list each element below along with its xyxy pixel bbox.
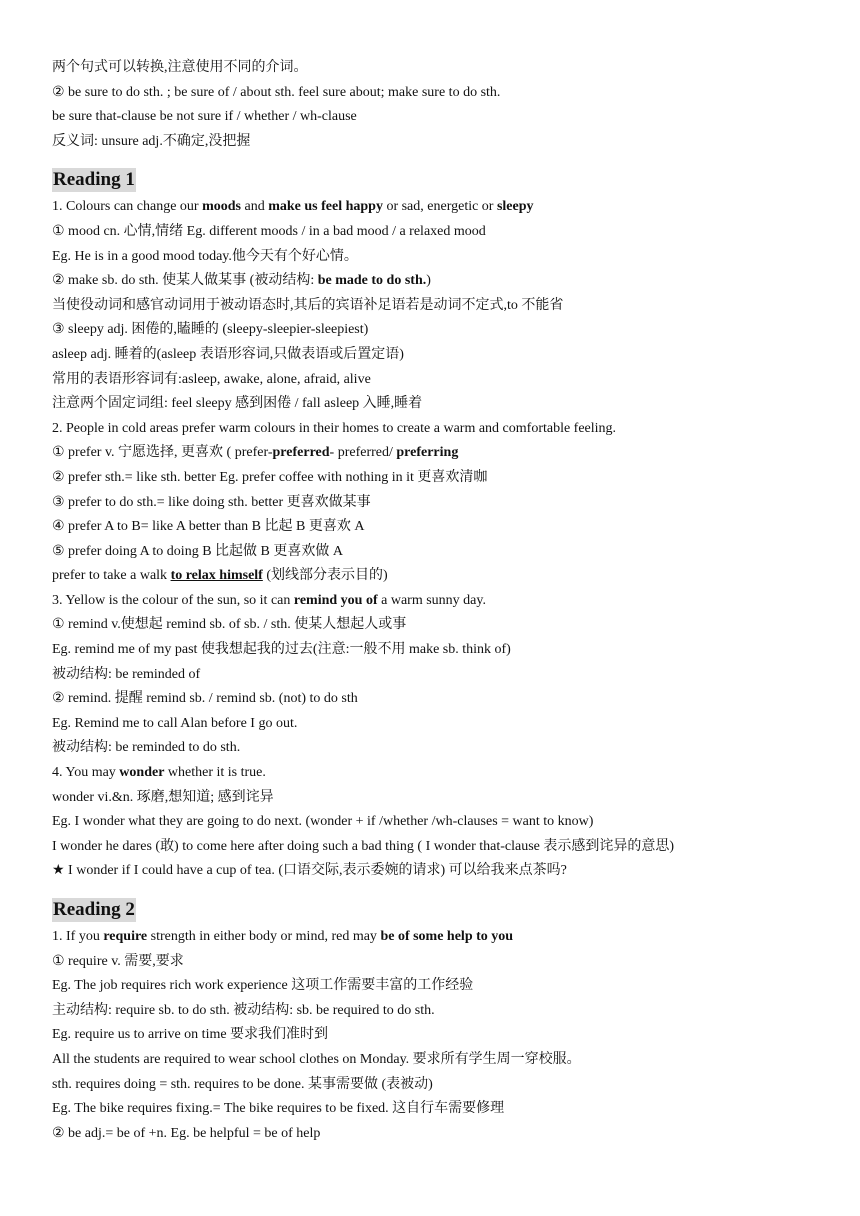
- text-line: [52, 81, 840, 106]
- bold-phrase: wonder: [119, 765, 165, 781]
- text-segment: ): [426, 273, 431, 289]
- text-line: [52, 105, 840, 130]
- text-segment: whether it is true.: [164, 765, 266, 781]
- text-segment: prefer to take a walk: [52, 568, 171, 584]
- reading-1-block: [52, 195, 840, 884]
- text-line: [52, 589, 840, 614]
- text-segment: I wonder he dares (敢) to come here after doing such a bad thing ( I wonder that-clause 表示感到诧异的意思): [52, 838, 675, 854]
- text-line: [52, 999, 840, 1024]
- text-line: [52, 687, 840, 712]
- text-segment: ⑤ prefer doing A to doing B 比起做 B 更喜欢做 A: [52, 543, 343, 559]
- text-segment: 1. If you: [52, 929, 104, 944]
- underlined-phrase: to relax himself: [170, 568, 263, 584]
- text-line: [52, 441, 840, 466]
- text-segment: ② be adj.= be of +n. Eg. be helpful = be of help: [52, 1125, 321, 1141]
- text-line: [52, 736, 840, 761]
- text-line: [52, 810, 840, 835]
- text-segment: 反义词: unsure adj.不确定,没把握: [52, 133, 251, 149]
- text-segment: 被动结构: be reminded of: [52, 666, 201, 682]
- text-line: [52, 638, 840, 663]
- text-line: [52, 1097, 840, 1122]
- text-segment: 主动结构: require sb. to do sth. 被动结构: sb. be required to do sth.: [52, 1002, 435, 1018]
- text-segment: ★ I wonder if I could have a cup of tea. (口语交际,表示委婉的请求) 可以给我来点茶吗?: [52, 863, 567, 879]
- text-line: [52, 466, 840, 491]
- text-segment: sth. requires doing = sth. requires to be done. 某事需要做 (表被动): [52, 1076, 433, 1092]
- text-segment: Eg. remind me of my past 使我想起我的过去(注意:一般不用 make sb. think of): [52, 642, 511, 658]
- intro-block: [52, 56, 840, 154]
- text-line: [52, 950, 840, 975]
- text-segment: Eg. He is in a good mood today.他今天有个好心情。: [52, 248, 358, 264]
- text-line: [52, 318, 840, 343]
- text-line: [52, 294, 840, 319]
- bold-phrase: remind you of: [293, 592, 378, 608]
- text-segment: and: [240, 199, 269, 215]
- text-line: [52, 1023, 840, 1048]
- text-segment: asleep adj. 睡着的(asleep 表语形容词,只做表语或后置定语): [52, 346, 404, 362]
- text-line: [52, 56, 840, 81]
- reading-2-block: [52, 925, 840, 1146]
- text-line: [52, 245, 840, 270]
- text-line: [52, 1048, 840, 1073]
- bold-phrase: preferred: [272, 445, 330, 461]
- text-segment: ② prefer sth.= like sth. better Eg. prefer coffee with nothing in it 更喜欢清咖: [52, 469, 488, 485]
- text-line: [52, 613, 840, 638]
- text-line: [52, 515, 840, 540]
- text-line: [52, 417, 840, 442]
- text-segment: ③ prefer to do sth.= like doing sth. better 更喜欢做某事: [52, 494, 371, 510]
- bold-phrase: be made to do sth.: [317, 273, 427, 289]
- text-segment: ② make sb. do sth. 使某人做某事 (被动结构:: [52, 273, 318, 289]
- text-segment: 4. You may: [52, 765, 120, 781]
- text-line: [52, 540, 840, 565]
- text-segment: strength in either body or mind, red may: [147, 929, 381, 944]
- bold-phrase: be of some help to you: [380, 929, 514, 944]
- text-segment: ③ sleepy adj. 困倦的,瞌睡的 (sleepy-sleepier-sleepiest): [52, 322, 369, 338]
- text-line: [52, 859, 840, 884]
- text-segment: 3. Yellow is the colour of the sun, so it can: [52, 592, 294, 608]
- text-segment: All the students are required to wear school clothes on Monday. 要求所有学生周一穿校服。: [52, 1051, 581, 1067]
- text-segment: Eg. The bike requires fixing.= The bike requires to be fixed. 这自行车需要修理: [52, 1101, 505, 1117]
- text-segment: a warm sunny day.: [377, 592, 486, 608]
- text-line: [52, 130, 840, 155]
- text-line: [52, 220, 840, 245]
- text-segment: Eg. require us to arrive on time 要求我们准时到: [52, 1027, 329, 1043]
- text-line: [52, 491, 840, 516]
- text-segment: wonder vi.&n. 琢磨,想知道; 感到诧异: [52, 789, 274, 805]
- section-heading-reading-1: Reading 1: [53, 169, 135, 191]
- text-line: [52, 663, 840, 688]
- text-segment: ① require v. 需要,要求: [52, 953, 184, 969]
- text-segment: 1. Colours can change our: [52, 199, 203, 215]
- document-page: [52, 56, 840, 1146]
- text-segment: or sad, energetic or: [382, 199, 497, 215]
- section-heading-reading-2: Reading 2: [53, 899, 135, 920]
- text-segment: ④ prefer A to B= like A better than B 比起 B 更喜欢 A: [52, 519, 365, 535]
- text-segment: ① mood cn. 心情,情绪 Eg. different moods / in a bad mood / a relaxed mood: [52, 223, 486, 239]
- bold-phrase: make us feel happy: [268, 199, 383, 215]
- bold-phrase: require: [103, 929, 148, 944]
- text-line: [52, 392, 840, 417]
- text-line: [52, 269, 840, 294]
- bold-phrase: moods: [202, 199, 241, 215]
- text-segment: Eg. The job requires rich work experience 这项工作需要丰富的工作经验: [52, 978, 474, 994]
- text-segment: ② be sure to do sth. ; be sure of / about sth. feel sure about; make sure to do sth.: [52, 84, 501, 100]
- text-segment: Eg. Remind me to call Alan before I go out.: [52, 715, 298, 731]
- text-line: [52, 925, 840, 950]
- text-segment: 常用的表语形容词有:asleep, awake, alone, afraid, alive: [52, 371, 371, 387]
- text-line: [52, 761, 840, 786]
- text-line: [52, 564, 840, 589]
- text-line: [52, 343, 840, 368]
- text-line: [52, 1122, 840, 1147]
- text-line: [52, 786, 840, 811]
- text-line: [52, 974, 840, 999]
- text-line: [52, 368, 840, 393]
- text-segment: 注意两个固定词组: feel sleepy 感到困倦 / fall asleep 入睡,睡着: [52, 396, 423, 412]
- text-segment: - preferred/: [329, 445, 397, 461]
- text-line: [52, 835, 840, 860]
- text-segment: be sure that-clause be not sure if / whether / wh-clause: [52, 109, 357, 125]
- text-segment: (划线部分表示目的): [262, 568, 388, 584]
- text-segment: 当使役动词和感官动词用于被动语态时,其后的宾语补足语若是动词不定式,to 不能省: [52, 297, 564, 313]
- bold-phrase: sleepy: [496, 199, 534, 215]
- text-line: [52, 712, 840, 737]
- text-segment: ① remind v.使想起 remind sb. of sb. / sth. 使某人想起人或事: [52, 617, 407, 633]
- text-segment: 被动结构: be reminded to do sth.: [52, 740, 241, 756]
- text-segment: Eg. I wonder what they are going to do next. (wonder + if /whether /wh-clauses = want to know): [52, 814, 594, 830]
- text-line: [52, 1073, 840, 1098]
- text-segment: 2. People in cold areas prefer warm colours in their homes to create a warm and comfortable feeling.: [52, 420, 617, 436]
- text-segment: ② remind. 提醒 remind sb. / remind sb. (not) to do sth: [52, 691, 358, 707]
- text-segment: ① prefer v. 宁愿选择, 更喜欢 ( prefer-: [52, 445, 273, 461]
- text-line: [52, 195, 840, 220]
- bold-phrase: preferring: [396, 445, 459, 461]
- text-segment: 两个句式可以转换,注意使用不同的介词。: [52, 60, 308, 75]
